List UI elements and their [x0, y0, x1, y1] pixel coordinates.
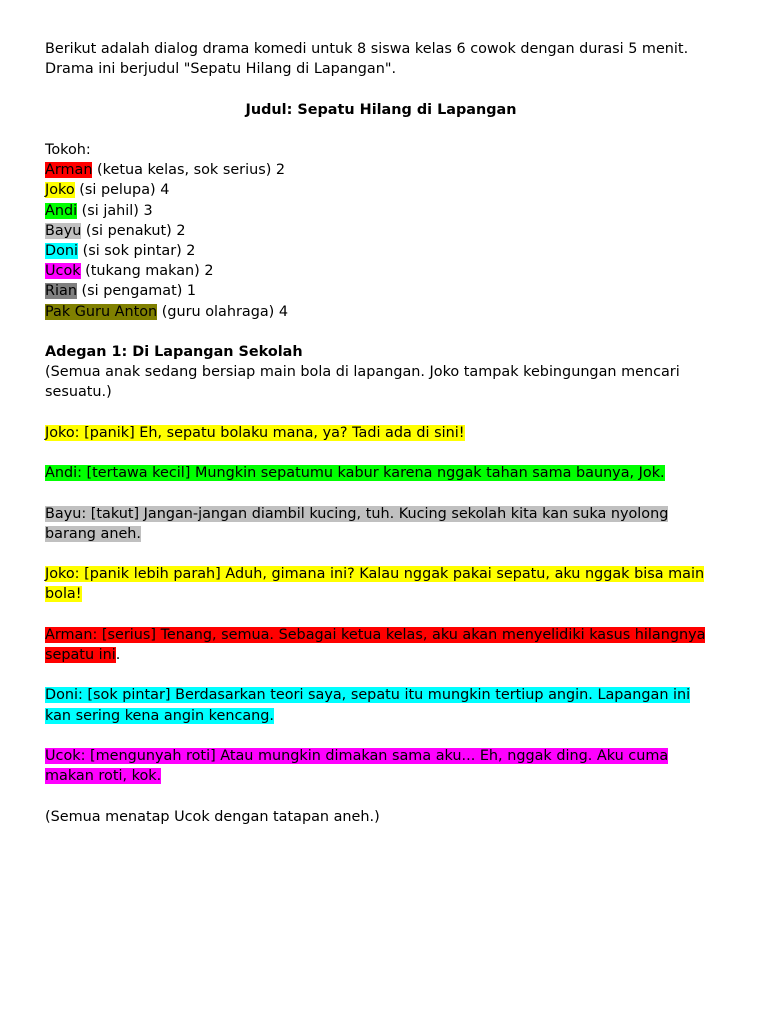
- document-content: [45, 39, 717, 827]
- scene-title: Adegan 1: Di Lapangan Sekolah: [45, 344, 303, 360]
- closing-stage-direction: (Semua menatap Ucok dengan tatapan aneh.): [45, 808, 380, 825]
- dialog-line: [45, 423, 717, 443]
- tokoh-item: [45, 261, 717, 281]
- scene-description: (Semua anak sedang bersiap main bola di lapangan. Joko tampak kebingungan mencari sesuatu.): [45, 364, 680, 401]
- tokoh-description: (si penakut) 2: [81, 222, 186, 239]
- tokoh-description: (ketua kelas, sok serius) 2: [92, 162, 286, 179]
- tokoh-item: [45, 302, 717, 322]
- tokoh-name: Arman: [45, 162, 93, 179]
- dialog-line: [45, 564, 717, 604]
- tokoh-item: [45, 241, 717, 261]
- tokoh-label: Tokoh:: [45, 141, 91, 158]
- dialog-line: [45, 504, 717, 544]
- tokoh-description: (si pelupa) 4: [74, 182, 170, 199]
- dialog-tail: .: [115, 646, 121, 663]
- tokoh-name: Andi: [45, 202, 78, 219]
- tokoh-item: [45, 160, 717, 180]
- tokoh-description: (tukang makan) 2: [80, 263, 214, 280]
- dialog-line: [45, 746, 717, 786]
- dialog-line: [45, 463, 717, 483]
- intro-line-2: Drama ini berjudul "Sepatu Hilang di Lapangan".: [45, 61, 397, 78]
- tokoh-item: [45, 281, 717, 301]
- drama-title: Judul: Sepatu Hilang di Lapangan: [245, 101, 517, 118]
- tokoh-description: (si sok pintar) 2: [78, 243, 196, 259]
- dialog-text: Ucok: [mengunyah roti] Atau mungkin dimakan sama aku... Eh, nggak ding. Aku cuma makan roti, kok.: [45, 747, 669, 785]
- intro-line-1: Berikut adalah dialog drama komedi untuk 8 siswa kelas 6 cowok dengan durasi 5 menit.: [45, 41, 689, 57]
- tokoh-name: Doni: [45, 243, 79, 259]
- tokoh-item: [45, 221, 717, 241]
- dialog-line: [45, 685, 717, 725]
- dialog-list: [45, 403, 717, 787]
- tokoh-name: Pak Guru Anton: [45, 303, 158, 320]
- tokoh-item: [45, 180, 717, 200]
- tokoh-description: (si pengamat) 1: [76, 283, 197, 300]
- tokoh-name: Ucok: [45, 263, 81, 280]
- tokoh-list: [45, 160, 717, 322]
- dialog-text: Arman: [serius] Tenang, semua. Sebagai ketua kelas, aku akan menyelidiki kasus hilangnya sepatu ini: [45, 626, 706, 663]
- dialog-text: Joko: [panik lebih parah] Aduh, gimana ini? Kalau nggak pakai sepatu, aku nggak bisa main bola!: [45, 566, 705, 603]
- dialog-text: Doni: [sok pintar] Berdasarkan teori saya, sepatu itu mungkin tertiup angin. Lapangan ini kan sering kena angin kencang.: [45, 687, 691, 724]
- dialog-text: Joko: [panik] Eh, sepatu bolaku mana, ya? Tadi ada di sini!: [45, 424, 465, 441]
- tokoh-description: (guru olahraga) 4: [157, 303, 289, 320]
- tokoh-name: Bayu: [45, 222, 82, 239]
- tokoh-description: (si jahil) 3: [77, 202, 153, 219]
- tokoh-name: Rian: [45, 283, 77, 300]
- tokoh-name: Joko: [45, 182, 75, 199]
- tokoh-item: [45, 201, 717, 221]
- dialog-line: [45, 625, 717, 665]
- dialog-text: Andi: [tertawa kecil] Mungkin sepatumu kabur karena nggak tahan sama baunya, Jok.: [45, 465, 665, 482]
- dialog-text: Bayu: [takut] Jangan-jangan diambil kucing, tuh. Kucing sekolah kita kan suka nyolong barang aneh.: [45, 505, 669, 542]
